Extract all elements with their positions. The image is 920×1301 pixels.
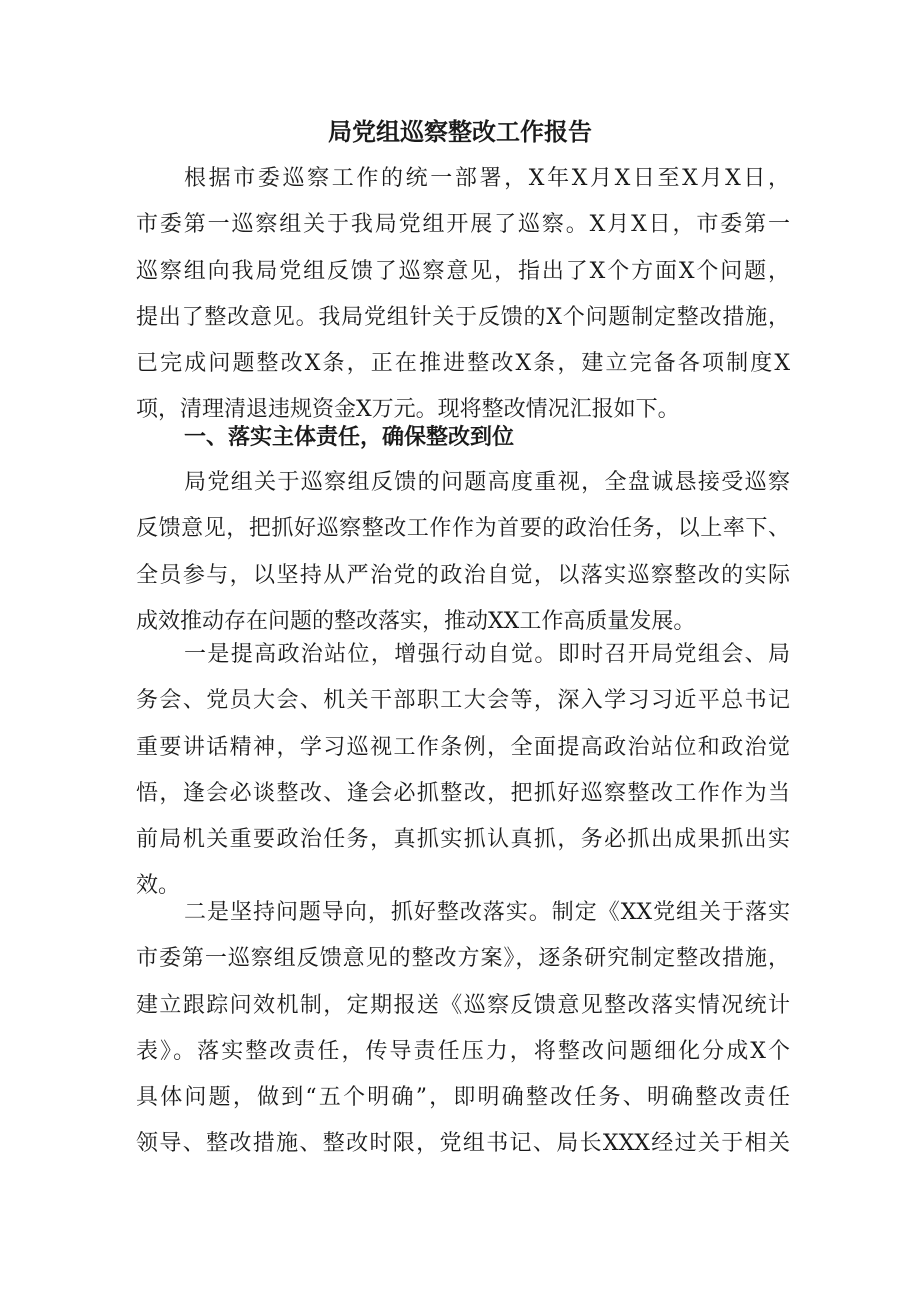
paragraph-line: 具体问题，做到“五个明确”，即明确整改任务、明确整改责任 (136, 1085, 790, 1111)
paragraph-line: 市委第一巡察组反馈意见的整改方案》，逐条研究制定整改措施， (136, 946, 790, 972)
paragraph-line: 务会、党员大会、机关干部职工大会等，深入学习习近平总书记 (136, 688, 790, 714)
paragraph-line: 巡察组向我局党组反馈了巡察意见，指出了X个方面X个问题， (136, 258, 790, 284)
paragraph-line: 局党组关于巡察组反馈的问题高度重视，全盘诚恳接受巡察 (184, 470, 790, 495)
paragraph-line: 项，清理清退违规资金X万元。现将整改情况汇报如下。 (136, 397, 680, 423)
paragraph-line: 领导、整改措施、整改时限，党组书记、局长XXX经过关于相关 (136, 1131, 790, 1157)
paragraph-line: 成效推动存在问题的整改落实，推动XX工作高质量发展。 (136, 608, 696, 634)
paragraph-line: 市委第一巡察组关于我局党组开展了巡察。X月X日，市委第一 (136, 212, 790, 238)
paragraph-line: 表》。落实整改责任，传导责任压力，将整改问题细化分成X个 (136, 1038, 790, 1064)
paragraph-line: 效。 (136, 873, 181, 899)
paragraph-line: 一是提高政治站位，增强行动自觉。即时召开局党组会、局 (184, 642, 790, 667)
paragraph-line: 根据市委巡察工作的统一部署，X年X月X日至X月X日， (184, 166, 790, 191)
intro-paragraph (136, 156, 790, 434)
paragraph-line: 全员参与，以坚持从严治党的政治自觉，以落实巡察整改的实际 (136, 562, 790, 588)
document-title: 局党组巡察整改工作报告 (328, 118, 592, 146)
paragraph-line: 建立跟踪问效机制，定期报送《巡察反馈意见整改落实情况统计 (136, 992, 790, 1018)
paragraph-line: 反馈意见，把抓好巡察整改工作作为首要的政治任务，以上率下、 (136, 516, 790, 542)
point-two-paragraph (136, 890, 790, 1168)
paragraph-line: 悟，逢会必谈整改、逢会必抓整改，把抓好巡察整改工作作为当 (136, 780, 790, 806)
point-one-paragraph (136, 632, 790, 910)
paragraph-line: 二是坚持问题导向，抓好整改落实。制定《XX党组关于落实 (184, 900, 790, 925)
paragraph-line: 重要讲话精神，学习巡视工作条例，全面提高政治站位和政治觉 (136, 734, 790, 760)
section-heading: 一、落实主体责任，确保整改到位 (184, 425, 515, 450)
paragraph-line: 前局机关重要政治任务，真抓实抓认真抓，务必抓出成果抓出实 (136, 827, 790, 853)
section-paragraph (136, 460, 790, 645)
paragraph-line: 已完成问题整改X条，正在推进整改X条，建立完备各项制度X (136, 351, 790, 377)
paragraph-line: 提出了整改意见。我局党组针关于反馈的X个问题制定整改措施， (136, 304, 790, 330)
